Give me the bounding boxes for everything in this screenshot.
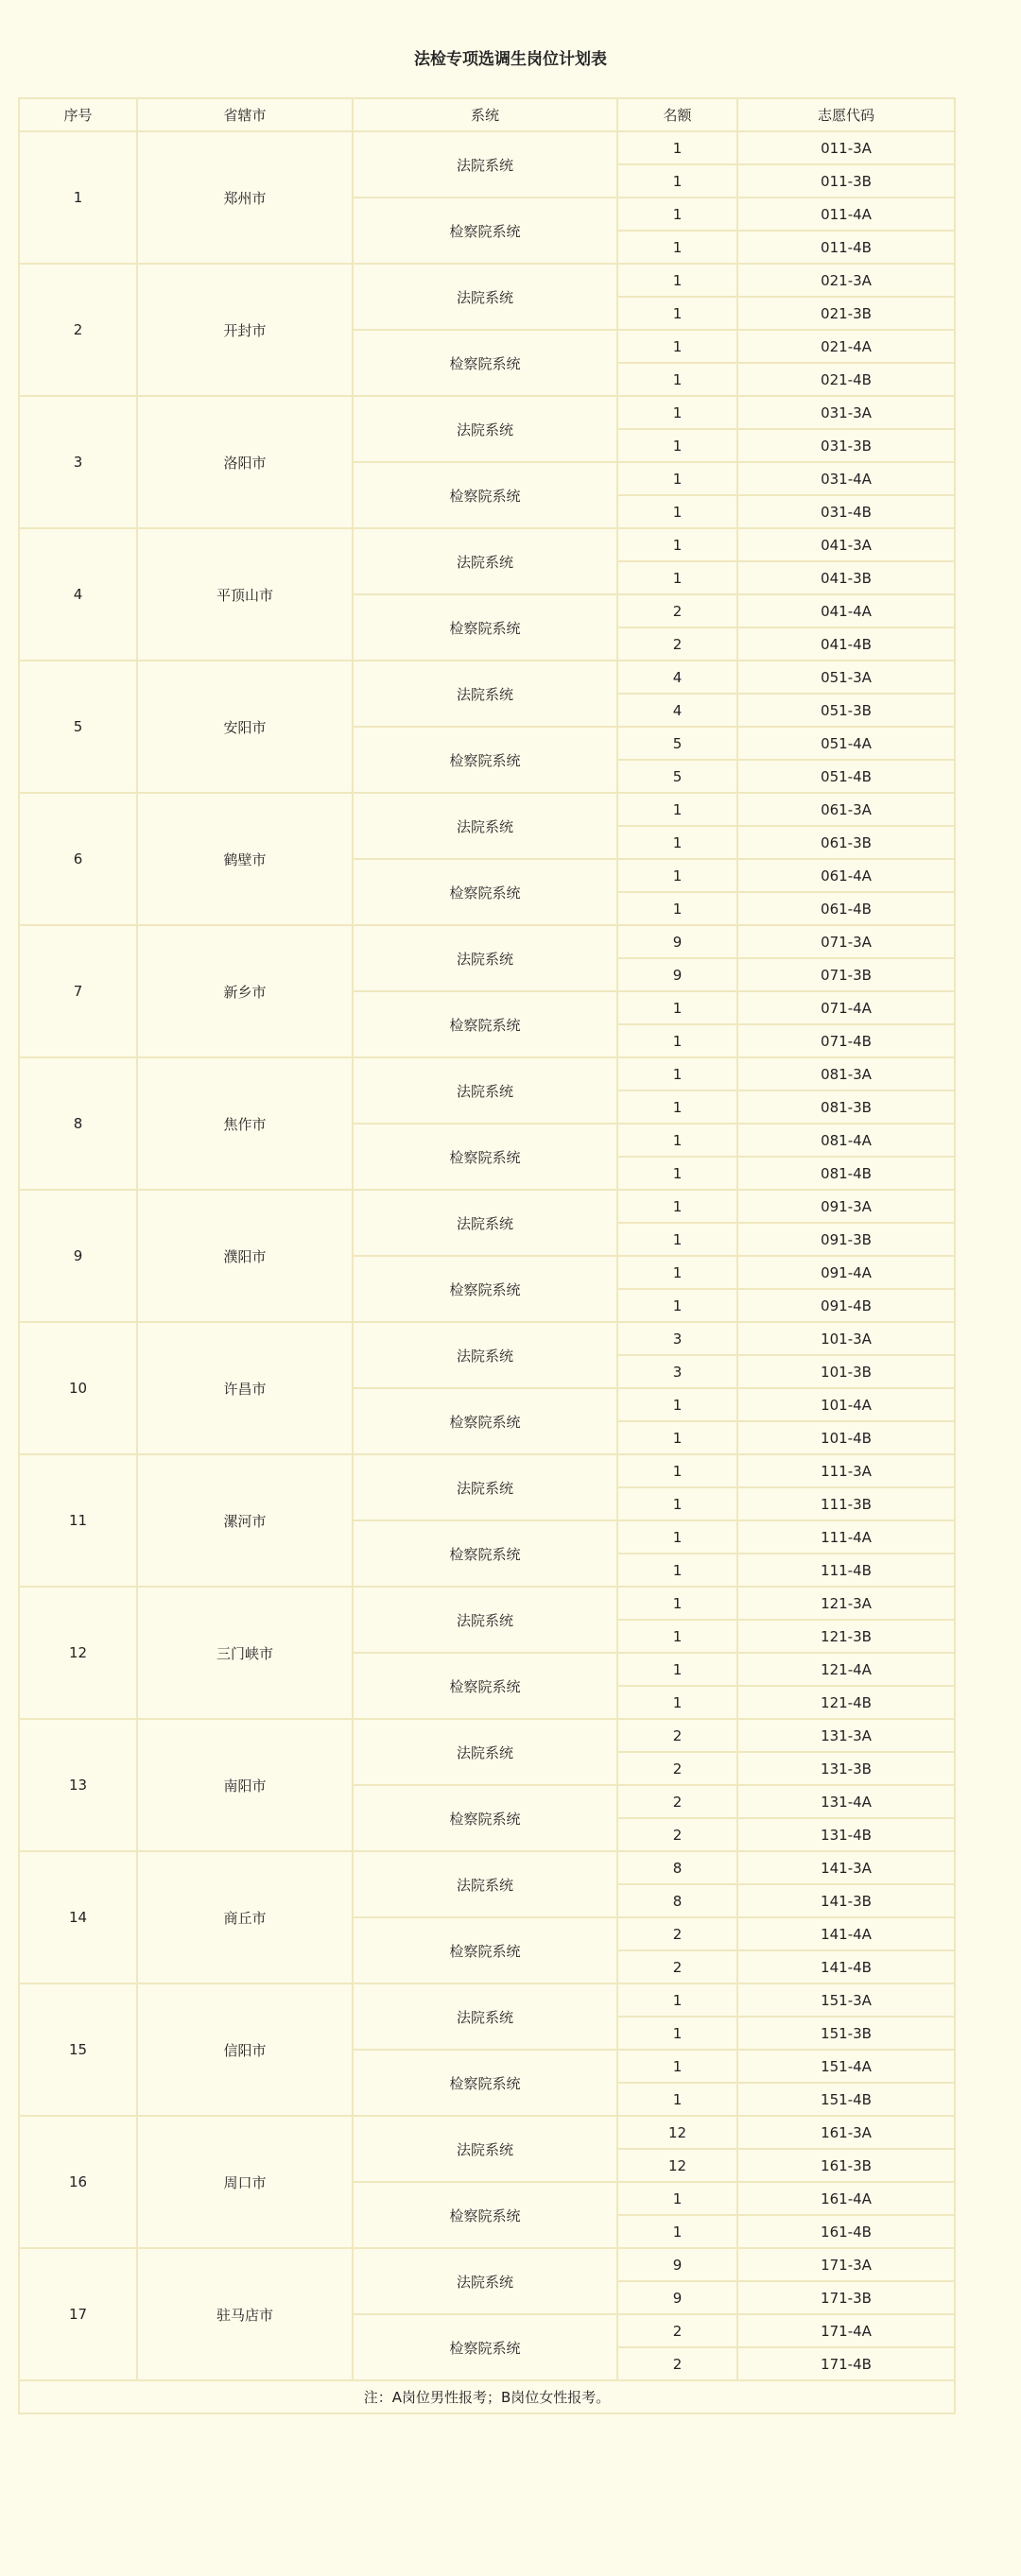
row-number: 14 bbox=[19, 1851, 137, 1984]
quota: 1 bbox=[617, 1256, 737, 1289]
quota: 2 bbox=[617, 1917, 737, 1950]
table-row bbox=[19, 396, 955, 429]
system-court: 法院系统 bbox=[353, 264, 617, 330]
row-number: 17 bbox=[19, 2248, 137, 2380]
quota: 1 bbox=[617, 197, 737, 231]
quota: 12 bbox=[617, 2116, 737, 2149]
header-system: 系统 bbox=[353, 98, 617, 131]
table-row bbox=[19, 793, 955, 826]
application-code: 151-3A bbox=[737, 1984, 955, 2017]
application-code: 151-3B bbox=[737, 2017, 955, 2050]
quota: 8 bbox=[617, 1851, 737, 1884]
system-procuratorate: 检察院系统 bbox=[353, 1520, 617, 1587]
table-row bbox=[19, 1454, 955, 1487]
row-number: 2 bbox=[19, 264, 137, 396]
quota: 1 bbox=[617, 1057, 737, 1091]
row-number: 5 bbox=[19, 661, 137, 793]
row-number: 9 bbox=[19, 1190, 137, 1322]
application-code: 011-4A bbox=[737, 197, 955, 231]
application-code: 021-3B bbox=[737, 297, 955, 330]
table-row bbox=[19, 1984, 955, 2017]
quota: 1 bbox=[617, 1024, 737, 1057]
application-code: 101-3B bbox=[737, 1355, 955, 1388]
row-number: 16 bbox=[19, 2116, 137, 2248]
row-number: 12 bbox=[19, 1587, 137, 1719]
quota: 9 bbox=[617, 925, 737, 958]
table-row bbox=[19, 1190, 955, 1223]
quota: 1 bbox=[617, 1587, 737, 1620]
quota: 1 bbox=[617, 2215, 737, 2248]
system-procuratorate: 检察院系统 bbox=[353, 197, 617, 264]
quota: 1 bbox=[617, 131, 737, 164]
application-code: 161-4B bbox=[737, 2215, 955, 2248]
row-number: 11 bbox=[19, 1454, 137, 1587]
quota: 1 bbox=[617, 164, 737, 197]
system-procuratorate: 检察院系统 bbox=[353, 330, 617, 396]
system-procuratorate: 检察院系统 bbox=[353, 859, 617, 925]
application-code: 071-4B bbox=[737, 1024, 955, 1057]
application-code: 141-3A bbox=[737, 1851, 955, 1884]
application-code: 141-3B bbox=[737, 1884, 955, 1917]
city-name: 信阳市 bbox=[137, 1984, 353, 2116]
note: 注：A岗位男性报考；B岗位女性报考。 bbox=[19, 2380, 955, 2413]
system-procuratorate: 检察院系统 bbox=[353, 991, 617, 1057]
application-code: 151-4A bbox=[737, 2050, 955, 2083]
quota: 2 bbox=[617, 1785, 737, 1818]
application-code: 021-4A bbox=[737, 330, 955, 363]
application-code: 071-4A bbox=[737, 991, 955, 1024]
application-code: 131-3B bbox=[737, 1752, 955, 1785]
page-title: 法检专项选调生岗位计划表 bbox=[414, 50, 607, 69]
city-name: 许昌市 bbox=[137, 1322, 353, 1454]
application-code: 061-3B bbox=[737, 826, 955, 859]
row-number: 1 bbox=[19, 131, 137, 264]
quota: 1 bbox=[617, 859, 737, 892]
quota: 1 bbox=[617, 991, 737, 1024]
quota: 1 bbox=[617, 528, 737, 561]
system-court: 法院系统 bbox=[353, 1719, 617, 1785]
system-procuratorate: 检察院系统 bbox=[353, 2314, 617, 2380]
system-procuratorate: 检察院系统 bbox=[353, 2182, 617, 2248]
application-code: 071-3A bbox=[737, 925, 955, 958]
application-code: 081-3A bbox=[737, 1057, 955, 1091]
application-code: 171-4A bbox=[737, 2314, 955, 2347]
quota: 1 bbox=[617, 1653, 737, 1686]
quota: 1 bbox=[617, 264, 737, 297]
application-code: 041-3A bbox=[737, 528, 955, 561]
application-code: 081-3B bbox=[737, 1091, 955, 1124]
quota: 1 bbox=[617, 2050, 737, 2083]
application-code: 121-3B bbox=[737, 1620, 955, 1653]
city-name: 南阳市 bbox=[137, 1719, 353, 1851]
quota: 5 bbox=[617, 760, 737, 793]
system-court: 法院系统 bbox=[353, 661, 617, 727]
table-body bbox=[19, 131, 955, 2380]
application-code: 081-4A bbox=[737, 1124, 955, 1157]
application-code: 111-3B bbox=[737, 1487, 955, 1520]
application-code: 041-4B bbox=[737, 627, 955, 661]
city-name: 濮阳市 bbox=[137, 1190, 353, 1322]
row-number: 6 bbox=[19, 793, 137, 925]
quota: 1 bbox=[617, 1487, 737, 1520]
quota: 2 bbox=[617, 1818, 737, 1851]
row-number: 7 bbox=[19, 925, 137, 1057]
quota: 1 bbox=[617, 1620, 737, 1653]
city-name: 三门峡市 bbox=[137, 1587, 353, 1719]
quota: 1 bbox=[617, 2017, 737, 2050]
application-code: 061-3A bbox=[737, 793, 955, 826]
system-procuratorate: 检察院系统 bbox=[353, 1653, 617, 1719]
application-code: 151-4B bbox=[737, 2083, 955, 2116]
city-name: 新乡市 bbox=[137, 925, 353, 1057]
quota: 1 bbox=[617, 1554, 737, 1587]
quota: 1 bbox=[617, 1190, 737, 1223]
city-name: 焦作市 bbox=[137, 1057, 353, 1190]
quota: 1 bbox=[617, 330, 737, 363]
table-row bbox=[19, 131, 955, 164]
application-code: 111-4B bbox=[737, 1554, 955, 1587]
application-code: 051-3A bbox=[737, 661, 955, 694]
application-code: 121-4B bbox=[737, 1686, 955, 1719]
application-code: 131-4A bbox=[737, 1785, 955, 1818]
table-row bbox=[19, 1587, 955, 1620]
application-code: 091-4A bbox=[737, 1256, 955, 1289]
application-code: 131-3A bbox=[737, 1719, 955, 1752]
table-row bbox=[19, 2116, 955, 2149]
application-code: 111-4A bbox=[737, 1520, 955, 1554]
row-number: 15 bbox=[19, 1984, 137, 2116]
system-court: 法院系统 bbox=[353, 2116, 617, 2182]
quota: 1 bbox=[617, 1388, 737, 1421]
system-procuratorate: 检察院系统 bbox=[353, 727, 617, 793]
application-code: 031-4B bbox=[737, 495, 955, 528]
table-header-row bbox=[19, 98, 955, 131]
quota: 1 bbox=[617, 1289, 737, 1322]
system-court: 法院系统 bbox=[353, 396, 617, 462]
application-code: 041-3B bbox=[737, 561, 955, 594]
system-court: 法院系统 bbox=[353, 2248, 617, 2314]
table-row bbox=[19, 1322, 955, 1355]
table-row bbox=[19, 925, 955, 958]
quota: 1 bbox=[617, 363, 737, 396]
header-quota: 名额 bbox=[617, 98, 737, 131]
quota: 1 bbox=[617, 1223, 737, 1256]
quota: 3 bbox=[617, 1322, 737, 1355]
application-code: 021-4B bbox=[737, 363, 955, 396]
system-procuratorate: 检察院系统 bbox=[353, 1917, 617, 1984]
row-number: 8 bbox=[19, 1057, 137, 1190]
application-code: 101-3A bbox=[737, 1322, 955, 1355]
application-code: 031-3A bbox=[737, 396, 955, 429]
system-court: 法院系统 bbox=[353, 1587, 617, 1653]
table-row bbox=[19, 1851, 955, 1884]
city-name: 商丘市 bbox=[137, 1851, 353, 1984]
system-court: 法院系统 bbox=[353, 528, 617, 594]
quota: 1 bbox=[617, 826, 737, 859]
application-code: 071-3B bbox=[737, 958, 955, 991]
header-code: 志愿代码 bbox=[737, 98, 955, 131]
application-code: 171-3B bbox=[737, 2281, 955, 2314]
quota: 1 bbox=[617, 297, 737, 330]
application-code: 161-4A bbox=[737, 2182, 955, 2215]
application-code: 051-3B bbox=[737, 694, 955, 727]
application-code: 031-3B bbox=[737, 429, 955, 462]
quota: 1 bbox=[617, 231, 737, 264]
application-code: 081-4B bbox=[737, 1157, 955, 1190]
city-name: 洛阳市 bbox=[137, 396, 353, 528]
application-code: 171-4B bbox=[737, 2347, 955, 2380]
application-code: 161-3B bbox=[737, 2149, 955, 2182]
row-number: 4 bbox=[19, 528, 137, 661]
quota: 1 bbox=[617, 1686, 737, 1719]
application-code: 101-4A bbox=[737, 1388, 955, 1421]
quota: 1 bbox=[617, 396, 737, 429]
city-name: 郑州市 bbox=[137, 131, 353, 264]
system-court: 法院系统 bbox=[353, 131, 617, 197]
quota: 1 bbox=[617, 561, 737, 594]
system-procuratorate: 检察院系统 bbox=[353, 1256, 617, 1322]
quota: 2 bbox=[617, 1719, 737, 1752]
quota: 5 bbox=[617, 727, 737, 760]
city-name: 漯河市 bbox=[137, 1454, 353, 1587]
note-row bbox=[19, 2380, 955, 2413]
quota: 4 bbox=[617, 661, 737, 694]
row-number: 3 bbox=[19, 396, 137, 528]
application-code: 041-4A bbox=[737, 594, 955, 627]
application-code: 061-4B bbox=[737, 892, 955, 925]
system-procuratorate: 检察院系统 bbox=[353, 594, 617, 661]
quota: 12 bbox=[617, 2149, 737, 2182]
quota: 2 bbox=[617, 1950, 737, 1984]
system-court: 法院系统 bbox=[353, 1190, 617, 1256]
system-procuratorate: 检察院系统 bbox=[353, 2050, 617, 2116]
quota: 9 bbox=[617, 2281, 737, 2314]
application-code: 121-3A bbox=[737, 1587, 955, 1620]
system-procuratorate: 检察院系统 bbox=[353, 462, 617, 528]
city-name: 鹤壁市 bbox=[137, 793, 353, 925]
quota: 1 bbox=[617, 1124, 737, 1157]
system-court: 法院系统 bbox=[353, 1851, 617, 1917]
table-row bbox=[19, 1719, 955, 1752]
application-code: 101-4B bbox=[737, 1421, 955, 1454]
system-court: 法院系统 bbox=[353, 1057, 617, 1124]
position-plan-table bbox=[18, 97, 956, 2414]
quota: 1 bbox=[617, 1091, 737, 1124]
table-row bbox=[19, 2248, 955, 2281]
quota: 8 bbox=[617, 1884, 737, 1917]
quota: 1 bbox=[617, 892, 737, 925]
quota: 1 bbox=[617, 495, 737, 528]
quota: 2 bbox=[617, 2347, 737, 2380]
quota: 1 bbox=[617, 1520, 737, 1554]
quota: 1 bbox=[617, 429, 737, 462]
city-name: 周口市 bbox=[137, 2116, 353, 2248]
quota: 1 bbox=[617, 1157, 737, 1190]
quota: 1 bbox=[617, 1454, 737, 1487]
application-code: 121-4A bbox=[737, 1653, 955, 1686]
application-code: 011-3B bbox=[737, 164, 955, 197]
quota: 2 bbox=[617, 627, 737, 661]
application-code: 011-3A bbox=[737, 131, 955, 164]
application-code: 031-4A bbox=[737, 462, 955, 495]
application-code: 141-4B bbox=[737, 1950, 955, 1984]
table-row bbox=[19, 528, 955, 561]
table-row bbox=[19, 661, 955, 694]
quota: 1 bbox=[617, 2182, 737, 2215]
city-name: 安阳市 bbox=[137, 661, 353, 793]
header-city: 省辖市 bbox=[137, 98, 353, 131]
system-court: 法院系统 bbox=[353, 1454, 617, 1520]
application-code: 161-3A bbox=[737, 2116, 955, 2149]
city-name: 驻马店市 bbox=[137, 2248, 353, 2380]
quota: 2 bbox=[617, 2314, 737, 2347]
quota: 1 bbox=[617, 462, 737, 495]
quota: 2 bbox=[617, 594, 737, 627]
system-court: 法院系统 bbox=[353, 1984, 617, 2050]
quota: 3 bbox=[617, 1355, 737, 1388]
system-court: 法院系统 bbox=[353, 925, 617, 991]
system-procuratorate: 检察院系统 bbox=[353, 1388, 617, 1454]
city-name: 平顶山市 bbox=[137, 528, 353, 661]
header-no: 序号 bbox=[19, 98, 137, 131]
row-number: 10 bbox=[19, 1322, 137, 1454]
quota: 9 bbox=[617, 2248, 737, 2281]
system-court: 法院系统 bbox=[353, 1322, 617, 1388]
application-code: 091-3A bbox=[737, 1190, 955, 1223]
application-code: 021-3A bbox=[737, 264, 955, 297]
system-procuratorate: 检察院系统 bbox=[353, 1124, 617, 1190]
quota: 1 bbox=[617, 1421, 737, 1454]
application-code: 091-4B bbox=[737, 1289, 955, 1322]
table-row bbox=[19, 1057, 955, 1091]
table-row bbox=[19, 264, 955, 297]
row-number: 13 bbox=[19, 1719, 137, 1851]
application-code: 011-4B bbox=[737, 231, 955, 264]
application-code: 091-3B bbox=[737, 1223, 955, 1256]
application-code: 051-4A bbox=[737, 727, 955, 760]
quota: 4 bbox=[617, 694, 737, 727]
system-court: 法院系统 bbox=[353, 793, 617, 859]
quota: 9 bbox=[617, 958, 737, 991]
application-code: 051-4B bbox=[737, 760, 955, 793]
quota: 2 bbox=[617, 1752, 737, 1785]
application-code: 131-4B bbox=[737, 1818, 955, 1851]
system-procuratorate: 检察院系统 bbox=[353, 1785, 617, 1851]
application-code: 171-3A bbox=[737, 2248, 955, 2281]
application-code: 061-4A bbox=[737, 859, 955, 892]
city-name: 开封市 bbox=[137, 264, 353, 396]
application-code: 111-3A bbox=[737, 1454, 955, 1487]
quota: 1 bbox=[617, 2083, 737, 2116]
quota: 1 bbox=[617, 1984, 737, 2017]
application-code: 141-4A bbox=[737, 1917, 955, 1950]
quota: 1 bbox=[617, 793, 737, 826]
